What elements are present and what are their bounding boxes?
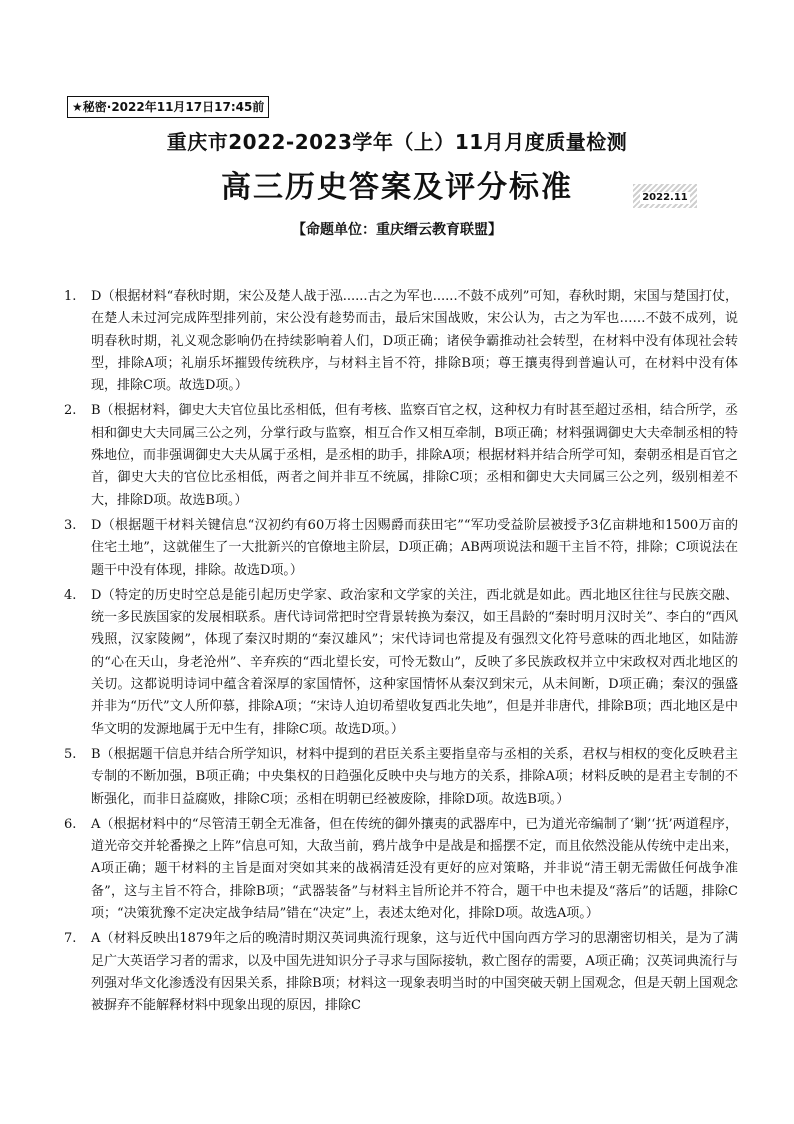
answer-explanation: A（根据材料中的“尽管清王朝全无准备，但在传统的御外攘夷的武器库中，已为道光帝编制了‘剿’‘抚’两道程序，道光帝交并轮番操之上阵”信息可知，大敌当前，鸦片战争中是战是和摇摆不定，而且依然没能从传统中走出来，A项正确；题干材料的主旨是面对突如其来的战祸清廷没有更好的应对策略，并非说“清王朝无需做任何战争准备”，这与主旨不符合，排除B项；“武器装备”与材料主旨所论并不符合，题干中也未提及“落后”的话题，排除C项；“决策犹豫不定决定战争结局”错在“决定”上，表述太绝对化，排除D项。故选A项。） — [91, 816, 738, 922]
document-title: 高三历史答案及评分标准 — [221, 170, 573, 205]
answer-item-1 — [64, 286, 738, 397]
answer-item-7 — [64, 928, 738, 1017]
answer-item-4 — [64, 585, 738, 741]
answer-number: 4. — [64, 587, 77, 603]
answer-explanation: B（根据材料，御史大夫官位虽比丞相低，但有考核、监察百官之权，这种权力有时甚至超过丞相，结合所学，丞相和御史大夫同属三公之列，分掌行政与监察，相互合作又相互牵制，B项正确；材料强调御史大夫牵制丞相的特殊地位，而非强调御史大夫从属于丞相，是丞相的助手，排除A项；根据材料并结合所学可知，秦朝丞相是百官之首，御史大夫的官位比丞相低，两者之间并非互不统属，排除C项；丞相和御史大夫同属三公之列，级别相差不大，排除D项。故选B项。） — [91, 403, 738, 508]
answer-explanation: A（材料反映出1879年之后的晚清时期汉英词典流行现象，这与近代中国向西方学习的思潮密切相关，是为了满足广大英语学习者的需求，以及中国先进知识分子寻求与国际接轨，救亡图存的需要，A项正确；汉英词典流行与列强对华文化渗透没有因果关系，排除B项；材料这一现象表明当时的中国突破天朝上国观念，但是天朝上国观念被摒弃不能解释材料中现象出现的原因，排除C — [91, 931, 738, 1014]
date-stamp-text: 2022.11 — [642, 192, 688, 203]
answer-item-2 — [64, 400, 738, 511]
answer-number: 2. — [64, 403, 77, 419]
answer-explanation: D（特定的历史时空总是能引起历史学家、政治家和文学家的关注，西北就是如此。西北地区往往与民族交融、统一多民族国家的发展相联系。唐代诗词常把时空背景转换为秦汉，如王昌龄的“秦时明月汉时关”、李白的“西风残照，汉家陵阙”，体现了秦汉时期的“秦汉雄风”；宋代诗词也常提及有强烈文化符号意味的西北地区，如陆游的“心在天山，身老沧州”、辛弃疾的“西北望长安，可怜无数山”，反映了多民族政权并立中宋政权对西北地区的关切。这都说明诗词中蕴含着深厚的家国情怀，这种家国情怀从秦汉到宋元，从未间断，D项正确；秦汉的强盛并非为“历代”文人所仰慕，排除A项；“宋诗人迫切希望收复西北失地”，但是并非唐代，排除B项；西北地区是中华文明的发源地属于无中生有，排除C项。故选D项。） — [91, 587, 738, 737]
answer-number: 1. — [64, 289, 77, 304]
answer-explanation: D（根据材料“春秋时期，宋公及楚人战于泓......古之为军也......不鼓不成列”可知，春秋时期，宋国与楚国打仗，在楚人未过河完成阵型排列前，宋公没有趁势而击，最后宋国战败，宋公认为，古之为军也……不鼓不成列，说明春秋时期，礼义观念影响仍在持续影响着人们，D项正确；诸侯争霸推动社会转型，在材料中没有体现社会转型，排除A项；礼崩乐坏摧毁传统秩序，与材料主旨不符，排除B项；尊王攘夷得到普遍认可，在材料中没有体现，排除C项。故选D项。） — [91, 289, 738, 394]
answer-number: 7. — [64, 931, 77, 947]
answer-explanation: D（根据题干材料关键信息“汉初约有60万将士因赐爵而获田宅”“军功受益阶层被授予3亿亩耕地和1500万亩的住宅土地”，这就催生了一大批新兴的官僚地主阶层，D项正确；AB两项说法和题干主旨不符，排除；C项说法在题干中没有体现，排除。故选D项。） — [91, 517, 738, 578]
answer-number: 6. — [64, 816, 77, 832]
answer-item-5 — [64, 744, 738, 811]
exam-title: 重庆市2022-2023学年（上）11月月度质量检测 — [166, 130, 628, 154]
confidential-tag: ★秘密·2022年11月17日17:45前 — [67, 96, 269, 118]
answer-number: 3. — [64, 517, 77, 533]
issuer-line: 【命题单位：重庆缙云教育联盟】 — [292, 222, 502, 238]
answer-item-3 — [64, 515, 738, 582]
answer-list — [64, 286, 738, 1021]
answer-item-6 — [64, 814, 738, 925]
answer-explanation: B（根据题干信息并结合所学知识，材料中提到的君臣关系主要指皇帝与丞相的关系，君权与相权的变化反映君主专制的不断加强，B项正确；中央集权的日趋强化反映中央与地方的关系，排除A项；材料反映的是君主专制的不断强化，而非日益腐败，排除C项；丞相在明朝已经被废除，排除D项。故选B项。） — [91, 746, 738, 807]
answer-number: 5. — [64, 746, 77, 762]
date-stamp — [633, 184, 697, 208]
